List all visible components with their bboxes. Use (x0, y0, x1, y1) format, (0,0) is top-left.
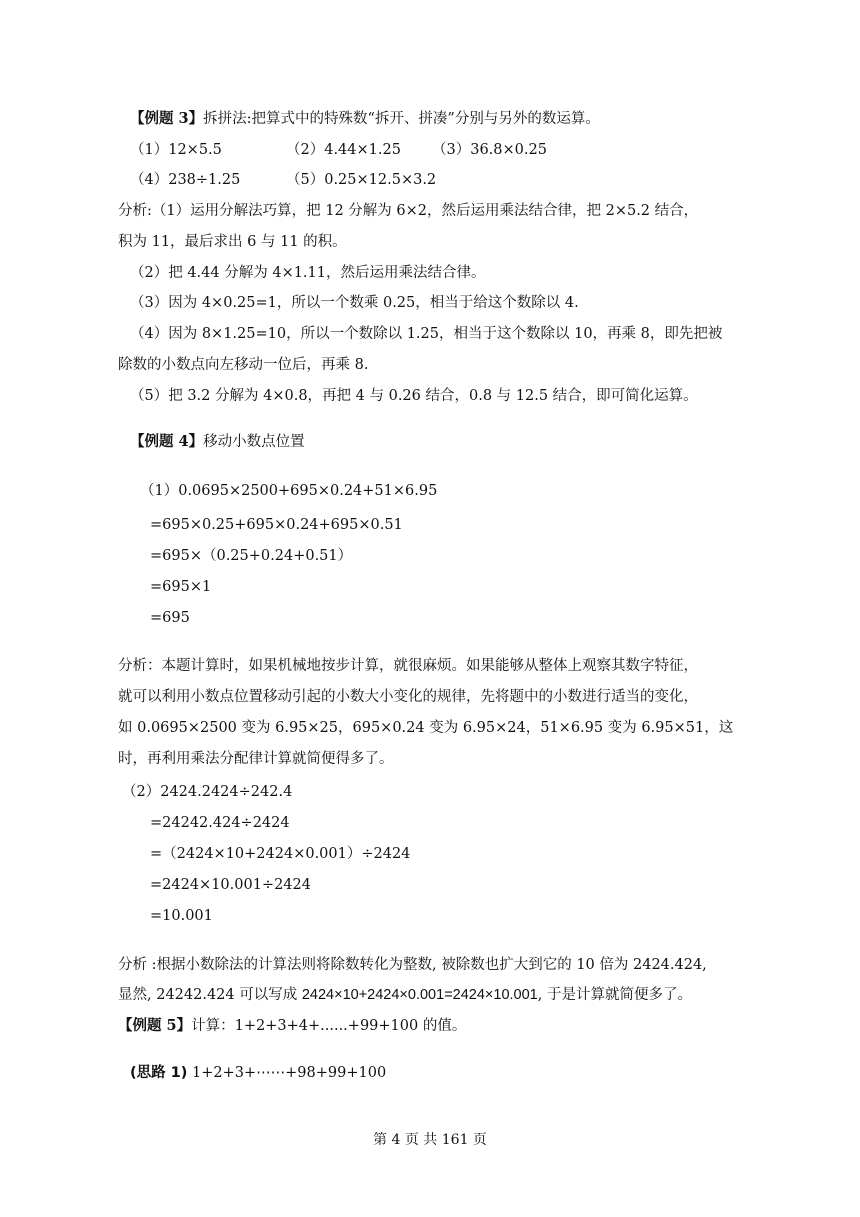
example-3-problems-row-2 (130, 170, 436, 190)
example-4-part-2-line: =2424×10.001÷2424 (150, 877, 311, 893)
problem-4: （4）238÷1.25 (130, 172, 241, 188)
idea-1 (130, 1063, 386, 1083)
example-4-analysis-line: 就可以利用小数点位置移动引起的小数大小变化的规律，先将题中的小数进行适当的变化， (118, 689, 698, 705)
problem-3: （3）36.8×0.25 (432, 142, 547, 158)
example-4-part-1-line: =695×0.25+695×0.24+695×0.51 (150, 517, 403, 533)
example-4-description: 移动小数点位置 (203, 434, 305, 450)
example-5-title: 【例题 5】 (118, 1017, 192, 1034)
example-4-analysis-2-line-2 (118, 985, 692, 1005)
example-4-analysis-line: 如 0.0695×2500 变为 6.95×25，695×0.24 变为 6.95×24，51×6.95 变为 6.95×51，这 (118, 720, 734, 736)
example-4-part-2-line: =10.001 (150, 908, 213, 924)
example-4-part-2-line: （2）2424.2424÷242.4 (122, 784, 293, 800)
example-4-title: 【例题 4】 (130, 433, 204, 450)
example-4-analysis-line: 时，再利用乘法分配律计算就简便得多了。 (118, 751, 394, 767)
example-4-part-1-line: =695×（0.25+0.24+0.51） (150, 548, 353, 564)
example-3-heading (130, 109, 600, 129)
example-4-part-1-line: （1）0.0695×2500+695×0.24+51×6.95 (140, 483, 438, 499)
example-3-analysis-line: （3）因为 4×0.25=1，所以一个数乘 0.25，相当于给这个数除以 4. (130, 295, 579, 311)
example-3-analysis-line: （2）把 4.44 分解为 4×1.11，然后运用乘法结合律。 (130, 265, 486, 281)
example-3-title: 【例题 3】 (130, 110, 204, 127)
example-5-heading (118, 1016, 466, 1036)
example-3-analysis-line: （4）因为 8×1.25=10，所以一个数除以 1.25，相当于这个数除以 10，再乘 8，即先把被 (130, 326, 723, 342)
analysis-text: 显然, 24242.424 可以写成 (118, 987, 302, 1003)
analysis-expression: 2424×10+2424×0.001=2424×10.001 (301, 987, 538, 1003)
example-3-analysis-line: （5）把 3.2 分解为 4×0.8，再把 4 与 0.26 结合，0.8 与 12.5 结合，即可简化运算。 (130, 388, 698, 404)
example-4-part-1-line: =695 (150, 610, 190, 626)
example-3-problems-row-1 (130, 140, 547, 160)
problem-2: （2）4.44×1.25 (286, 142, 401, 158)
example-4-analysis-2-line-1: 分析 :根据小数除法的计算法则将除数转化为整数, 被除数也扩大到它的 10 倍为 2424.424, (118, 957, 707, 973)
problem-5: （5）0.25×12.5×3.2 (286, 172, 437, 188)
example-4-part-2-line: =（2424×10+2424×0.001）÷2424 (150, 846, 411, 862)
problem-1: （1）12×5.5 (130, 142, 222, 158)
example-3-analysis-line: 积为 11，最后求出 6 与 11 的积。 (118, 234, 347, 250)
example-4-analysis-line: 分析：本题计算时，如果机械地按步计算，就很麻烦。如果能够从整体上观察其数字特征， (118, 658, 698, 674)
example-4-heading (130, 432, 305, 452)
example-4-part-1-line: =695×1 (150, 579, 212, 595)
example-3-description: 拆拼法:把算式中的特殊数“拆开、拼凑”分别与另外的数运算。 (203, 111, 600, 127)
idea-1-expression: 1+2+3+⋯⋯+98+99+100 (192, 1065, 387, 1081)
example-3-analysis-line: 除数的小数点向左移动一位后，再乘 8. (118, 357, 369, 373)
example-4-part-2-line: =24242.424÷2424 (150, 815, 290, 831)
example-3-analysis-line: 分析:（1）运用分解法巧算，把 12 分解为 6×2，然后运用乘法结合律，把 2×5.2 结合， (118, 203, 699, 219)
analysis-text: , 于是计算就简便多了。 (537, 987, 692, 1003)
example-5-description: 计算：1+2+3+4+......+99+100 的值。 (191, 1018, 467, 1034)
page-footer: 第 4 页 共 161 页 (373, 1132, 487, 1148)
idea-1-label: (思路 1) (130, 1065, 188, 1081)
